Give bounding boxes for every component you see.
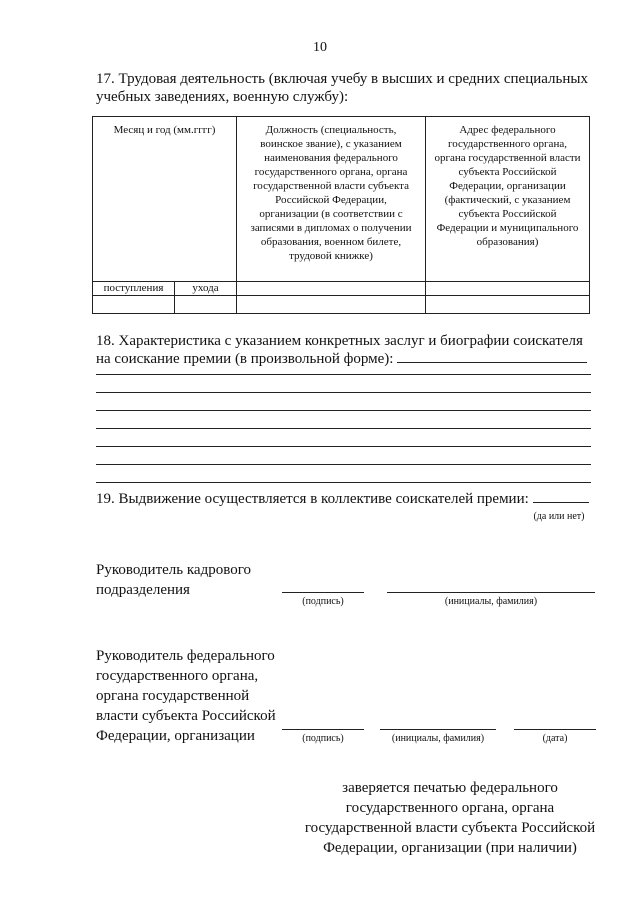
table-cell[interactable]	[426, 296, 590, 314]
table-cell[interactable]	[237, 296, 426, 314]
org-signature-field[interactable]	[282, 729, 364, 730]
characteristic-inline-field[interactable]	[397, 350, 587, 363]
section-18	[96, 332, 591, 368]
table-cell[interactable]	[426, 282, 590, 296]
section-18-title: 18. Характеристика с указанием конкретных заслуг и биографии соискателя на соискание премии (в произвольной форме):	[96, 333, 583, 367]
characteristic-line[interactable]	[96, 410, 591, 411]
section-19-title: 19. Выдвижение осуществляется в коллективе соискателей премии:	[96, 491, 529, 507]
org-date-field[interactable]	[514, 729, 596, 730]
characteristic-line[interactable]	[96, 446, 591, 447]
page-number: 10	[313, 40, 327, 55]
nomination-answer-field[interactable]	[533, 490, 589, 503]
table-cell[interactable]	[175, 296, 237, 314]
section-17-title: 17. Трудовая деятельность (включая учебу в высших и средних специальных учебных заведениях, военную службу):	[96, 71, 588, 105]
org-name-field[interactable]	[380, 729, 496, 730]
table-cell[interactable]	[93, 296, 175, 314]
yes-no-caption: (да или нет)	[533, 511, 585, 522]
org-date-caption: (дата)	[542, 733, 568, 744]
table-subheader-row	[93, 282, 590, 296]
org-head-role: Руководитель федерального государственного органа, органа государственной власти субъекта Российской Федерации, организации	[96, 648, 276, 744]
table-row	[93, 296, 590, 314]
table-header-row	[93, 117, 590, 282]
characteristic-line[interactable]	[96, 464, 591, 465]
column-header-address: Адрес федерального государственного органа, органа государственной власти субъекта Российской Федерации, организации (фактический, с указанием субъекта Российской Федерации и муниципального образования)	[426, 117, 590, 282]
subcolumn-exit: ухода	[175, 282, 237, 296]
subcolumn-entry: поступления	[93, 282, 175, 296]
hr-name-caption: (инициалы, фамилия)	[444, 596, 538, 607]
hr-signature-field[interactable]	[282, 592, 364, 593]
hr-head-role: Руководитель кадрового подразделения	[96, 562, 251, 598]
column-header-month-year: Месяц и год (мм.гггг)	[93, 117, 237, 282]
column-header-position: Должность (специальность, воинское звание), с указанием наименования федерального государственного органа, органа государственной власти субъекта Российской Федерации, организации (в соответствии с записями в дипломах о получении образования, военном билете, трудовой книжке)	[237, 117, 426, 282]
characteristic-line[interactable]	[96, 392, 591, 393]
seal-note: заверяется печатью федерального государственного органа, органа государственной власти субъекта Российской Федерации, организации (при наличии)	[304, 780, 596, 856]
hr-name-field[interactable]	[387, 592, 595, 593]
employment-table	[92, 116, 590, 314]
hr-signature-caption: (подпись)	[302, 596, 344, 607]
characteristic-line[interactable]	[96, 482, 591, 483]
table-cell[interactable]	[237, 282, 426, 296]
section-19	[96, 490, 596, 508]
org-name-caption: (инициалы, фамилия)	[391, 733, 485, 744]
characteristic-line[interactable]	[96, 428, 591, 429]
characteristic-line[interactable]	[96, 374, 591, 375]
org-signature-caption: (подпись)	[302, 733, 344, 744]
